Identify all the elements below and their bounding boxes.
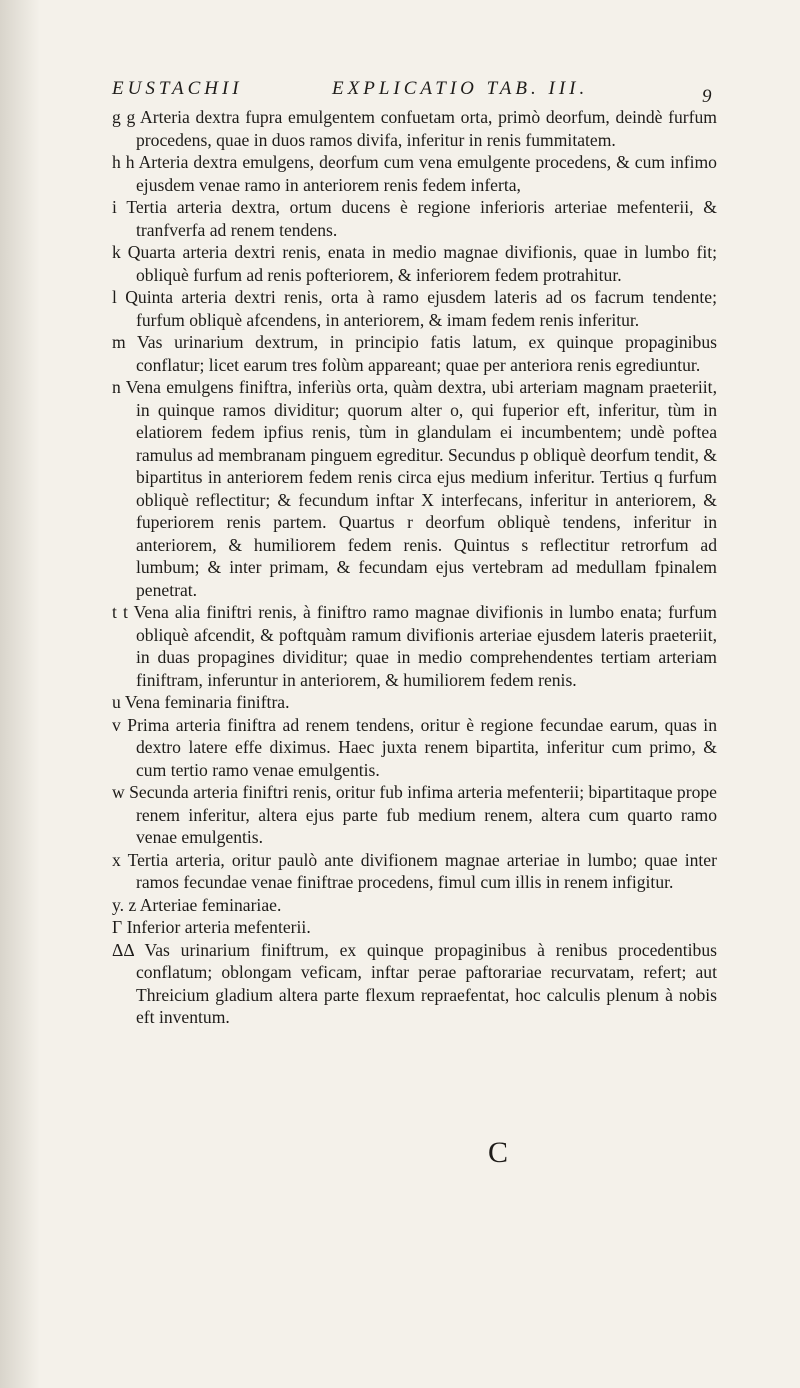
entry-text: Arteriae feminariae.	[139, 894, 282, 915]
entry-gg	[112, 106, 717, 151]
entry-text: Secunda arteria finiftri renis, oritur fub infima arteria mefenterii; bipartitaque prope renem inferitur, altera ejus parte fub medium renem, altera cum quarto ramo venae emulgentis.	[129, 782, 717, 847]
entry-text: Prima arteria finiftra ad renem tendens, oritur è regione fecundae earum, quas in dextro latere effe diximus. Haec juxta renem bipartita, inferitur cum primo, & cum tertio ramo venae emulgentis.	[127, 714, 717, 780]
entry-key: x	[112, 849, 121, 870]
entry-delta	[112, 939, 717, 1029]
entry-key: u	[112, 692, 121, 712]
entry-key: Γ	[112, 917, 123, 937]
running-head-left: EUSTACHII	[112, 78, 243, 99]
entry-text: Vena feminaria finiftra.	[124, 692, 290, 712]
page-number: 9	[702, 86, 712, 107]
entry-key: t t	[112, 602, 128, 622]
entry-key: w	[112, 782, 125, 802]
entry-key: v	[112, 714, 121, 735]
entry-text: Vas urinarium dextrum, in principio fatis latum, ex quinque propaginibus conflatur; licet earum tres folùm appareant; quae per anteriora renis egrediuntur.	[136, 332, 717, 375]
entry-key: m	[112, 332, 126, 352]
entry-key: k	[112, 242, 121, 262]
entry-hh	[112, 151, 717, 196]
entry-u	[112, 691, 717, 714]
entry-text: Tertia arteria dextra, ortum ducens è regione inferioris arteriae mefenterii, & tranfverfa ad renem tendens.	[126, 197, 717, 240]
entry-key: y. z	[112, 894, 137, 915]
entry-text: Quarta arteria dextri renis, enata in medio magnae divifionis, quae in lumbo fit; obliquè furfum ad renis pofteriorem, & inferiorem fedem protrahitur.	[127, 242, 717, 285]
entry-text: Vena emulgens finiftra, inferiùs orta, quàm dextra, ubi arteriam magnam praeteriit, in quinque ramos dividitur; quorum alter o, qui fuperior eft, inferitur, tùm in elatiorem fedem ipfius renis, tùm in glandulam ei incumbentem; undè poftea ramulus ad membranam pinguem egreditur. Secundus p obliquè deorfum tendit, & bipartitus in anteriorem fedem renis circa ejus medium inferitur. Tertius q furfum obliquè reflectitur; & fecundum inftar X interfecans, inferitur in anteriorem, & fuperiorem renis partem. Quartus r deorfum obliquè tendens, inferitur in anteriorem, & humiliorem fedem renis. Quintus s reflectitur retrorfum ad lumbum; & inter primam, & fecundam ejus vertebram ad medullam fpinalem penetrat.	[125, 377, 717, 600]
entry-key: g g	[112, 107, 136, 127]
entry-key: i	[112, 197, 117, 217]
entry-text: Vas urinarium finiftrum, ex quinque propaginibus à renibus procedentibus conflatum; oblongam veficam, inftar perae paftorariae recurvatam, refert; aut Threicium gladium altera parte flexum repraefentat, hoc calculis plenum à nobis eft inventum.	[136, 939, 717, 1027]
entry-text: Inferior arteria mefenterii.	[126, 917, 311, 937]
entry-i	[112, 196, 717, 241]
entry-key: ΔΔ	[112, 939, 134, 960]
running-head-right: EXPLICATIO TAB. III.	[332, 78, 589, 99]
entry-v	[112, 714, 717, 782]
entry-text: Arteria dextra fupra emulgentem confuetam orta, primò deorfum, deindè furfum procedens, quae in duos ramos divifa, inferitur in renis fummitatem.	[136, 107, 717, 150]
entry-n	[112, 376, 717, 601]
entry-l	[112, 286, 717, 331]
entry-key: l	[112, 287, 117, 307]
explanation-list	[112, 106, 717, 1029]
entry-k	[112, 241, 717, 286]
entry-text: Tertia arteria, oritur paulò ante divifionem magnae arteriae in lumbo; quae inter ramos fecundae venae finiftrae procedens, fimul cum illis in renem infigitur.	[127, 849, 717, 892]
entry-key: n	[112, 377, 121, 397]
entry-w	[112, 781, 717, 849]
entry-key: h h	[112, 152, 135, 172]
entry-x	[112, 849, 717, 894]
entry-tt	[112, 601, 717, 691]
entry-text: Vena alia finiftri renis, à finiftro ramo magnae divifionis in lumbo enata; furfum obliquè afcendit, & poftquàm ramum divifionis arteriae ejusdem lateris praeteriit, in duas propagines dividitur; quae in medio comprehendentes tertiam arteriam finiftram, inferuntur in anteriorem, & humiliorem fedem renis.	[133, 602, 717, 690]
page-gutter-shadow	[0, 0, 40, 1388]
signature-mark: C	[488, 1136, 510, 1169]
entry-text: Arteria dextra emulgens, deorfum cum vena emulgente procedens, & cum infimo ejusdem venae ramo in anteriorem renis fedem inferta,	[136, 152, 717, 195]
entry-gamma	[112, 916, 717, 939]
entry-m	[112, 331, 717, 376]
entry-yz	[112, 894, 717, 917]
entry-text: Quinta arteria dextri renis, orta à ramo ejusdem lateris ad os facrum tendente; furfum obliquè afcendens, in anteriorem, & imam fedem renis inferitur.	[125, 287, 717, 330]
